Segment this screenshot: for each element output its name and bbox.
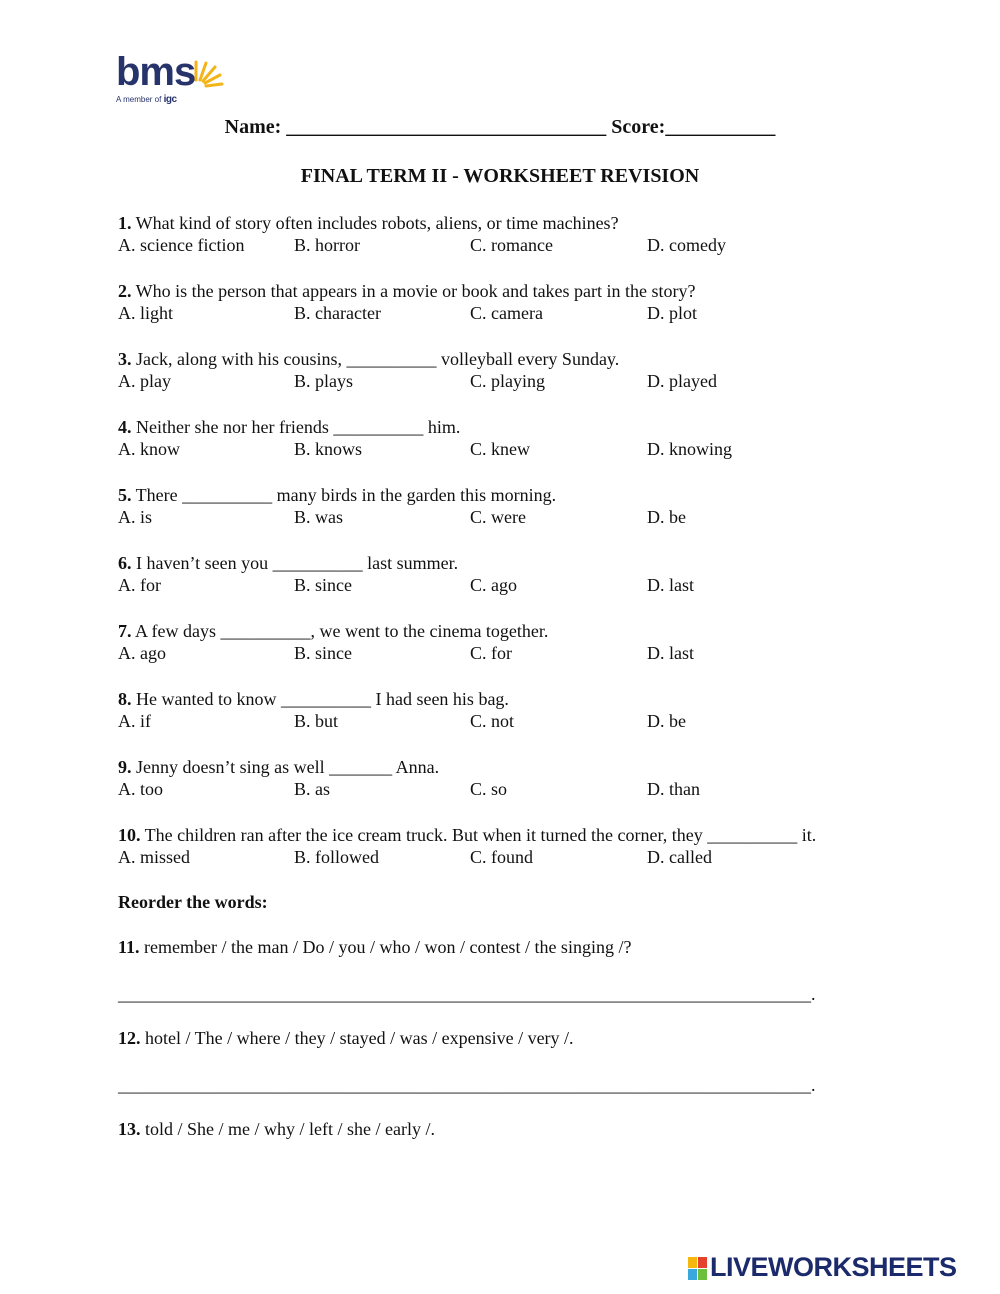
option-c[interactable]: C. camera	[470, 303, 543, 323]
reorder-question-13: 13. told / She / me / why / left / she / early /.	[118, 1119, 435, 1139]
question-stem: 10. The children ran after the ice cream truck. But when it turned the corner, they __________ it.	[118, 825, 817, 845]
option-a[interactable]: A. is	[118, 507, 153, 527]
bms-logo	[116, 50, 226, 110]
option-c[interactable]: C. were	[470, 507, 526, 527]
option-d[interactable]: D. plot	[647, 303, 698, 323]
question-9	[118, 756, 918, 800]
question-2	[118, 280, 918, 324]
option-c[interactable]: C. ago	[470, 575, 517, 595]
option-c[interactable]: C. not	[470, 711, 515, 731]
option-a[interactable]: A. light	[118, 303, 174, 323]
option-d[interactable]: D. be	[647, 507, 686, 527]
logo-subtitle: A member of igc	[116, 94, 177, 105]
option-b[interactable]: B. followed	[294, 847, 379, 867]
option-a[interactable]: A. ago	[118, 643, 166, 663]
option-a[interactable]: A. for	[118, 575, 161, 595]
option-b[interactable]: B. as	[294, 779, 330, 799]
option-a[interactable]: A. know	[118, 439, 180, 459]
question-stem: 1. What kind of story often includes robots, aliens, or time machines?	[118, 213, 619, 233]
liveworksheets-icon	[688, 1257, 708, 1281]
question-7	[118, 620, 918, 664]
question-stem: 9. Jenny doesn’t sing as well _______ Anna.	[118, 757, 440, 777]
option-d[interactable]: D. last	[647, 643, 694, 663]
option-d[interactable]: D. be	[647, 711, 686, 731]
option-a[interactable]: A. too	[118, 779, 163, 799]
option-c[interactable]: C. for	[470, 643, 512, 663]
option-b[interactable]: B. since	[294, 643, 352, 663]
option-a[interactable]: A. if	[118, 711, 151, 731]
option-d[interactable]: D. last	[647, 575, 694, 595]
option-c[interactable]: C. romance	[470, 235, 553, 255]
option-a[interactable]: A. science fiction	[118, 235, 245, 255]
option-b[interactable]: B. was	[294, 507, 343, 527]
option-d[interactable]: D. knowing	[647, 439, 732, 459]
question-stem: 7. A few days __________, we went to the cinema together.	[118, 621, 549, 641]
option-d[interactable]: D. played	[647, 371, 717, 391]
question-6	[118, 552, 918, 596]
option-c[interactable]: C. knew	[470, 439, 530, 459]
option-b[interactable]: B. character	[294, 303, 381, 323]
option-d[interactable]: D. called	[647, 847, 712, 867]
question-4	[118, 416, 918, 460]
question-1	[118, 212, 918, 256]
option-b[interactable]: B. knows	[294, 439, 363, 459]
question-stem: 3. Jack, along with his cousins, __________ volleyball every Sunday.	[118, 349, 620, 369]
reorder-question-12: 12. hotel / The / where / they / stayed / was / expensive / very /.	[118, 1028, 574, 1048]
question-stem: 8. He wanted to know __________ I had seen his bag.	[118, 689, 509, 709]
logo-text: bms	[116, 50, 196, 94]
liveworksheets-brand	[688, 1254, 988, 1284]
option-c[interactable]: C. found	[470, 847, 533, 867]
option-a[interactable]: A. play	[118, 371, 171, 391]
option-b[interactable]: B. since	[294, 575, 352, 595]
option-c[interactable]: C. playing	[470, 371, 545, 391]
option-d[interactable]: D. than	[647, 779, 700, 799]
option-b[interactable]: B. plays	[294, 371, 354, 391]
question-8	[118, 688, 918, 732]
sun-icon	[192, 50, 224, 90]
name-score-line[interactable]: Name: ________________________________ Score:___________	[224, 116, 776, 138]
option-d[interactable]: D. comedy	[647, 235, 726, 255]
option-a[interactable]: A. missed	[118, 847, 190, 867]
option-b[interactable]: B. but	[294, 711, 339, 731]
question-10	[118, 824, 918, 868]
question-3	[118, 348, 918, 392]
option-c[interactable]: C. so	[470, 779, 508, 799]
question-stem: 4. Neither she nor her friends __________ him.	[118, 417, 461, 437]
reorder-question-11: 11. remember / the man / Do / you / who / won / contest / the singing /?	[118, 937, 632, 957]
option-b[interactable]: B. horror	[294, 235, 360, 255]
question-stem: 2. Who is the person that appears in a movie or book and takes part in the story?	[118, 281, 696, 301]
question-stem: 6. I haven’t seen you __________ last summer.	[118, 553, 459, 573]
question-stem: 5. There __________ many birds in the garden this morning.	[118, 485, 557, 505]
question-5	[118, 484, 918, 528]
worksheet-title: FINAL TERM II - WORKSHEET REVISION	[300, 165, 700, 187]
answer-line-12[interactable]: _____________________________________________________________________________.	[118, 1075, 816, 1095]
answer-line-11[interactable]: _____________________________________________________________________________.	[118, 984, 816, 1004]
brand-text: LIVEWORKSHEETS	[710, 1252, 957, 1282]
reorder-heading: Reorder the words:	[118, 892, 268, 912]
